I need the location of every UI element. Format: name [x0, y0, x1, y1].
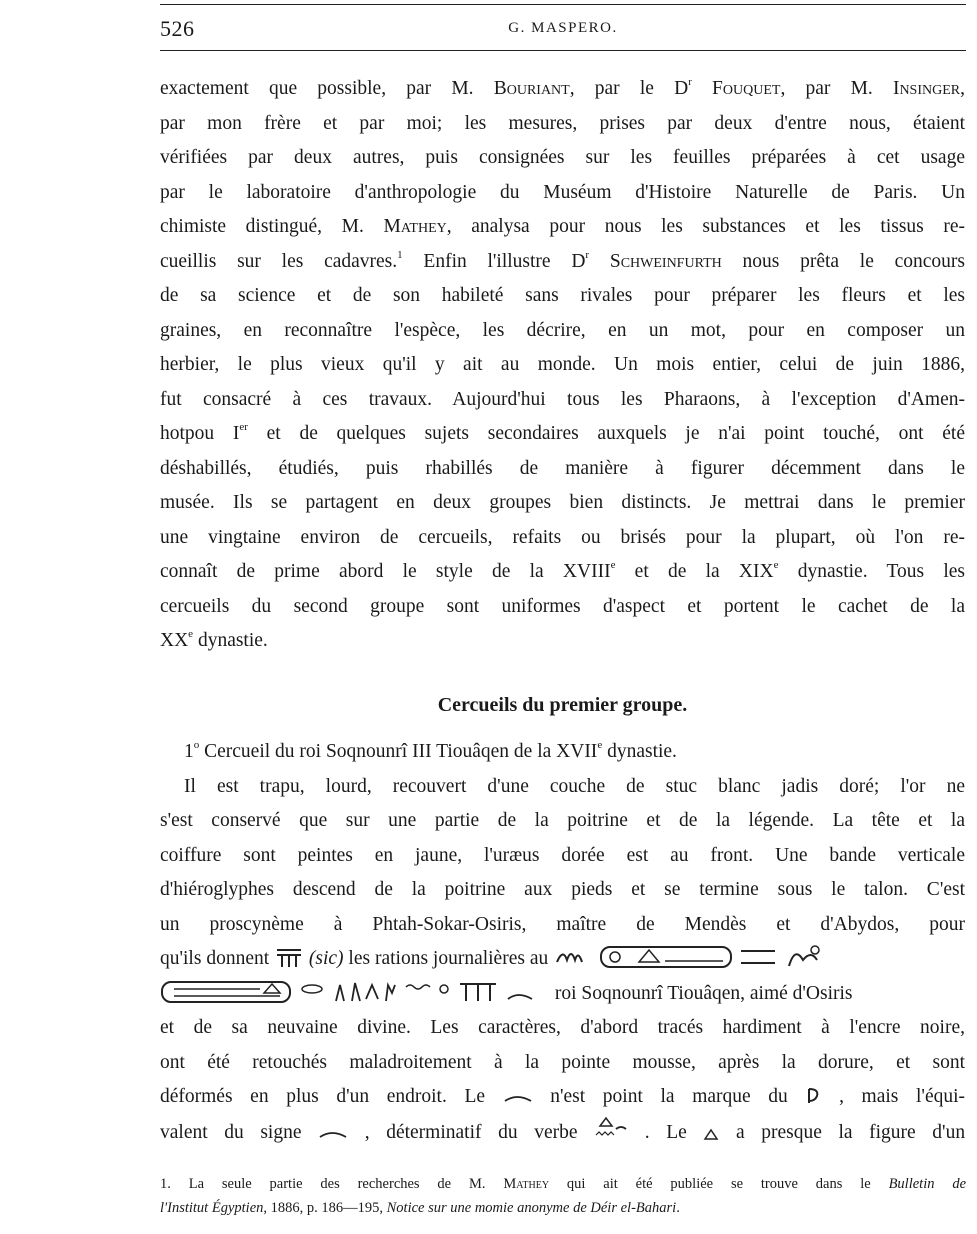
text-line: graines, en reconnaître l'espèce, les décrire, en un mot, pour en composer un: [160, 319, 965, 341]
section: [160, 688, 965, 723]
text-line: par mon frère et par moi; les mesures, prises par deux d'entre nous, étaient: [160, 112, 965, 134]
item-heading: 1$^o$ Cercueil du roi Soqnounrî III Tiouâqen de la XVIIe dynastie.: [184, 739, 677, 762]
running-head-author: G. MASPERO.: [508, 20, 618, 36]
footnote-line: 1. La seule partie des recherches de M. Mathey qui ait été publiée se trouve dans le Bulletin de: [160, 1176, 966, 1192]
body-text: [160, 72, 965, 659]
section-heading: Cercueils du premier groupe.: [437, 694, 688, 716]
text-line: un proscynème à Phtah-Sokar-Osiris, maître de Mendès et d'Abydos, pour: [160, 913, 965, 935]
page-number: 526: [160, 16, 195, 41]
text-line: d'hiéroglyphes descend de la poitrine aux pieds et se termine sous le talon. C'est: [160, 879, 965, 900]
text-line-with-glyphs: valent du signe , déterminatif du verbe . Le a presque la figure d'un: [160, 1115, 965, 1150]
text-line: vérifiées par deux autres, puis consignées sur les feuilles préparées à cet usage: [160, 147, 965, 168]
running-header: [160, 16, 966, 44]
body-text-2: [160, 735, 965, 1149]
text-line: connaît de prime abord le style de la XVIIIe et de la XIXe dynastie. Tous les: [160, 559, 965, 582]
text-line: et de sa neuvaine divine. Les caractères, d'abord tracés hardiment à l'encre noire,: [160, 1017, 965, 1038]
text-line: herbier, le plus vieux qu'il y ait au monde. Un mois entier, celui de juin 1886,: [160, 354, 965, 375]
top-rule: [160, 4, 966, 5]
hieroglyph-triangle-icon: [594, 1115, 628, 1150]
hieroglyph-sign-icon: [503, 1083, 533, 1115]
text-line: cueillis sur les cadavres.$^1$ Enfin l'illustre $D^r$ Schweinfurth nous prêta le concours: [160, 248, 965, 272]
footnote-ref: 1: [397, 248, 403, 261]
text-line: XXe dynastie.: [160, 628, 268, 651]
text-line: de sa science et de son habileté sans rivales pour préparer les fleurs et les: [160, 285, 965, 306]
text-line: musée. Ils se partagent en deux groupes bien distincts. Je mettrai dans le premier: [160, 492, 965, 513]
text-line: chimiste distingué, M. Mathey, analysa pour nous les substances et les tissus re-: [160, 216, 965, 237]
hieroglyph-triangle-icon: [703, 1119, 719, 1150]
text-line: déshabillés, étudiés, puis rhabillés de manière à figurer décemment dans le: [160, 457, 965, 479]
hieroglyph-cartouche-icon: [553, 944, 823, 970]
text-line: Il est trapu, lourd, recouvert d'une couche de stuc blanc jadis doré; l'or ne: [184, 775, 965, 797]
text-line: cercueils du second groupe sont uniformes d'aspect et portent le cachet de la: [160, 595, 965, 617]
text-line-with-glyphs: déformés en plus d'un endroit. Le n'est point la marque du , mais l'équi-: [160, 1080, 965, 1115]
text-line: hotpou Ier et de quelques sujets secondaires auxquels je n'ai point touché, ont été: [160, 421, 965, 444]
hieroglyph-sign-icon: [805, 1083, 821, 1115]
text-line: une vingtaine environ de cercueils, refaits ou brisés pour la plupart, où l'on re-: [160, 526, 965, 548]
footnote: [160, 1172, 966, 1220]
text-line: coiffure sont peintes en jaune, l'uræus dorée est au front. Une bande verticale: [160, 844, 965, 866]
hieroglyph-cartouche-icon: [160, 979, 550, 1005]
text-line: ont été retouchés maladroitement à la pointe mousse, après la dorure, et sont: [160, 1051, 965, 1073]
text-line-with-glyphs: roi Soqnounrî Tiouâqen, aimé d'Osiris: [160, 977, 965, 1012]
header-rule: [160, 50, 966, 51]
hieroglyph-sign-icon: [318, 1119, 348, 1150]
text-line: fut consacré à ces travaux. Aujourd'hui tous les Pharaons, à l'exception d'Amen-: [160, 388, 965, 410]
hieroglyph-table-of-offerings-icon: [274, 944, 304, 970]
text-line-with-glyphs: qu'ils donnent (sic) les rations journalières au: [160, 942, 965, 977]
text-line: par le laboratoire d'anthropologie du Muséum d'Histoire Naturelle de Paris. Un: [160, 181, 965, 203]
text-line: s'est conservé que sur une partie de la poitrine et de la légende. La tête et la: [160, 810, 965, 831]
text-line: exactement que possible, par M. Bouriant, par le $D^r$ Fouquet, par M. Insinger,: [160, 76, 965, 99]
footnote-line: l'Institut Égyptien, 1886, p. 186—195, Notice sur une momie anonyme de Déir el-Bahari.: [160, 1200, 680, 1216]
